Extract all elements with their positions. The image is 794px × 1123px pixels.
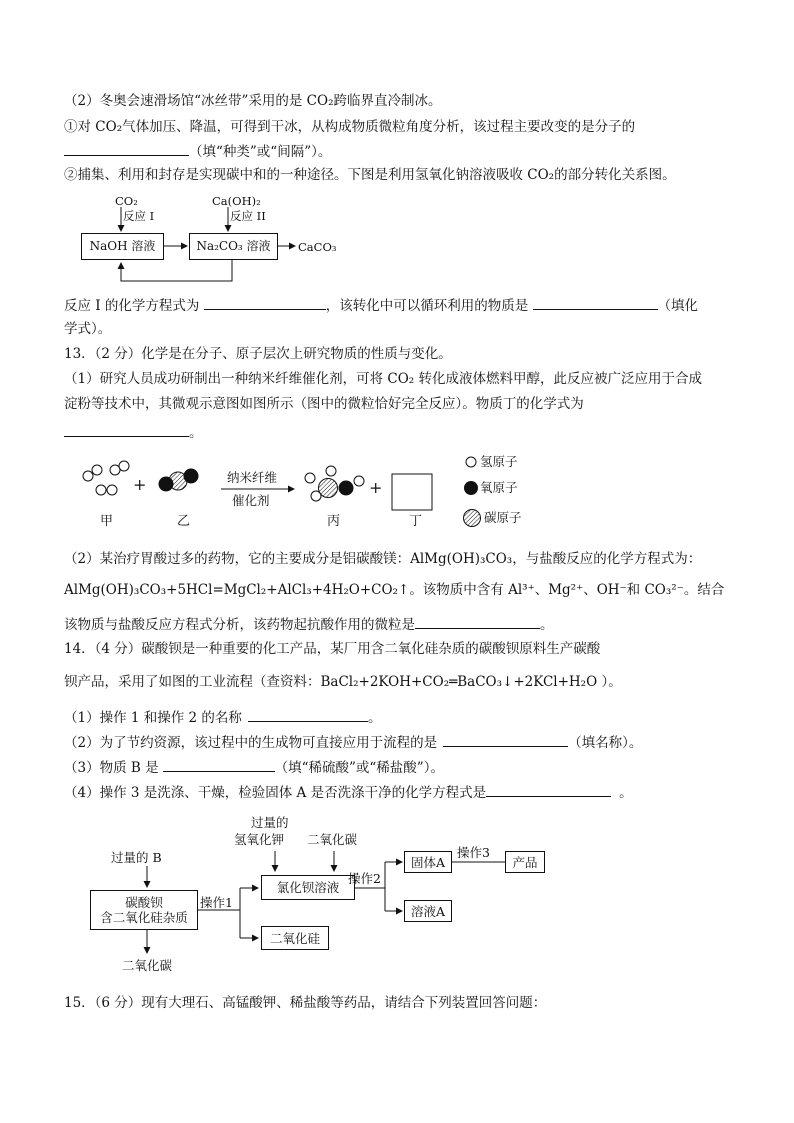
co2-output-label: 二氧化碳: [122, 958, 173, 973]
excess-koh-label-2: 氢氧化钾: [234, 832, 285, 847]
q14-q2-text: （2）为了节约资源，该过程中的生成物可直接应用于流程的是: [64, 735, 438, 751]
q13-sub1-line1: （1）研究人员成功研制出一种纳米纤维催化剂，可将 CO₂ 转化成液体燃料甲醇，此反应被广泛应用于合成: [64, 371, 702, 387]
q13-sub2-end: 。: [540, 617, 554, 633]
q14-q4-text: （4）操作 3 是洗涤、干燥，检验固体 A 是否洗涤干净的化学方程式是: [64, 785, 487, 801]
q13-sub1-line2: 淀粉等技术中，其微观示意图如图所示（图中的微粒恰好完全反应）。物质丁的化学式为: [64, 396, 584, 412]
q12-equation-prompt: 反应 I 的化学方程式为: [64, 298, 200, 314]
q13-ions-text: 。该物质中含有 Al³⁺、Mg²⁺、OH⁻和 CO₃²⁻。结合: [409, 582, 725, 598]
catalyst-label-2: 催化剂: [232, 493, 270, 508]
co2-input-label: 二氧化碳: [307, 832, 358, 847]
operation-2-label: 操作2: [348, 871, 381, 886]
product-box: 产品: [505, 851, 545, 873]
co2-input-label: CO₂: [115, 194, 138, 208]
q12-part1-hint: （填“种类”或“间隔”）。: [189, 144, 332, 160]
q15-stem: 15．（6 分）现有大理石、高锰酸钾、稀盐酸等药品，请结合下列装置回答问题：: [64, 995, 547, 1011]
label-jia: 甲: [100, 514, 114, 529]
q12-fill-hint: （填化: [657, 298, 699, 314]
plus-sign-2: +: [369, 478, 383, 497]
q14-q1-end: 。: [367, 710, 382, 726]
q14-stem-line2: 钡产品，采用了如图的工业流程（查资料：BaCl₂+2KOH+CO₂═BaCO₃↓+2KCl+H₂O ）。: [64, 674, 622, 690]
q13-antacid-prompt: 该物质与盐酸反应方程式分析，该药物起抗酸作用的微粒是: [64, 617, 415, 633]
label-yi: 乙: [177, 514, 191, 529]
solid-a-box: 固体A: [404, 851, 452, 873]
q14-q4-end: 。: [619, 785, 633, 801]
excess-b-label: 过量的 B: [111, 850, 162, 865]
q14-q2-hint: （填名称）。: [568, 735, 643, 751]
q12-part2-line: ②捕集、利用和封存是实现碳中和的一种途径。下图是利用氢氧化钠溶液吸收 CO₂的部分转化关系图。: [64, 167, 676, 183]
label-ding: 丁: [409, 514, 423, 529]
q14-q3-text: （3）物质 B 是: [64, 760, 159, 776]
q14-stem-line1: 14．（4 分）碳酸钡是一种重要的化工产品，某厂用含二氧化硅杂质的碳酸钡原料生产碳酸: [64, 641, 601, 657]
q12-answer-line2: 学式）。: [64, 321, 112, 337]
q12-part1-line1: ①对 CO₂气体加压、降温，可得到干冰，从构成物质微粒角度分析，该过程主要改变的是分子的: [64, 119, 636, 135]
catalyst-label-1: 纳米纤维: [227, 470, 278, 485]
reaction-2-label: 反应 II: [230, 209, 266, 223]
na2co3-solution-box: Na₂CO₃ 溶液: [189, 233, 278, 260]
sio2-box: 二氧化硅: [261, 926, 329, 950]
operation-1-label: 操作1: [200, 895, 233, 910]
q13-sub2-line1: （2）某治疗胃酸过多的药物，它的主要成分是铝碳酸镁：AlMg(OH)₃CO₃，与盐酸反应的化学方程式为：: [64, 551, 702, 567]
legend-hydrogen-label: 氢原子: [480, 454, 518, 469]
q14-q1-text: （1）操作 1 和操作 2 的名称: [64, 710, 242, 726]
raw-material-box: [90, 890, 198, 930]
q12-sub2-title: （2）冬奥会速滑场馆“冰丝带”采用的是 CO₂跨临界直冷制冰。: [64, 93, 442, 109]
q14-q3-hint: （填“稀硫酸”或“稀盐酸”）。: [274, 760, 444, 776]
reaction-1-label: 反应 I: [123, 209, 155, 223]
caco3-output-label: CaCO₃: [298, 240, 337, 254]
q12-recycle-prompt: ，该转化中可以循环利用的物质是: [325, 298, 529, 314]
legend-carbon-label: 碳原子: [484, 510, 522, 525]
q13-stem: 13．（2 分）化学是在分子、原子层次上研究物质的性质与变化。: [64, 346, 452, 362]
raw-material-line1: 碳酸钡: [125, 895, 163, 910]
q13-reaction-equation: AlMg(OH)₃CO₃+5HCl=MgCl₂+AlCl₃+4H₂O+CO₂↑: [64, 582, 410, 598]
q13-sub1-end: 。: [189, 425, 203, 441]
operation-3-label: 操作3: [457, 845, 490, 860]
label-bing: 丙: [327, 514, 341, 529]
bacl2-solution-box: 氯化钡溶液: [261, 875, 355, 900]
raw-material-line2: 含二氧化硅杂质: [100, 910, 188, 925]
legend-oxygen-label: 氧原子: [480, 480, 518, 495]
plus-sign-1: +: [133, 475, 147, 494]
naoh-solution-box: NaOH 溶液: [81, 233, 164, 260]
solution-a-box: 溶液A: [404, 900, 452, 922]
caoh2-input-label: Ca(OH)₂: [212, 194, 261, 208]
excess-koh-label-1: 过量的: [251, 815, 289, 830]
